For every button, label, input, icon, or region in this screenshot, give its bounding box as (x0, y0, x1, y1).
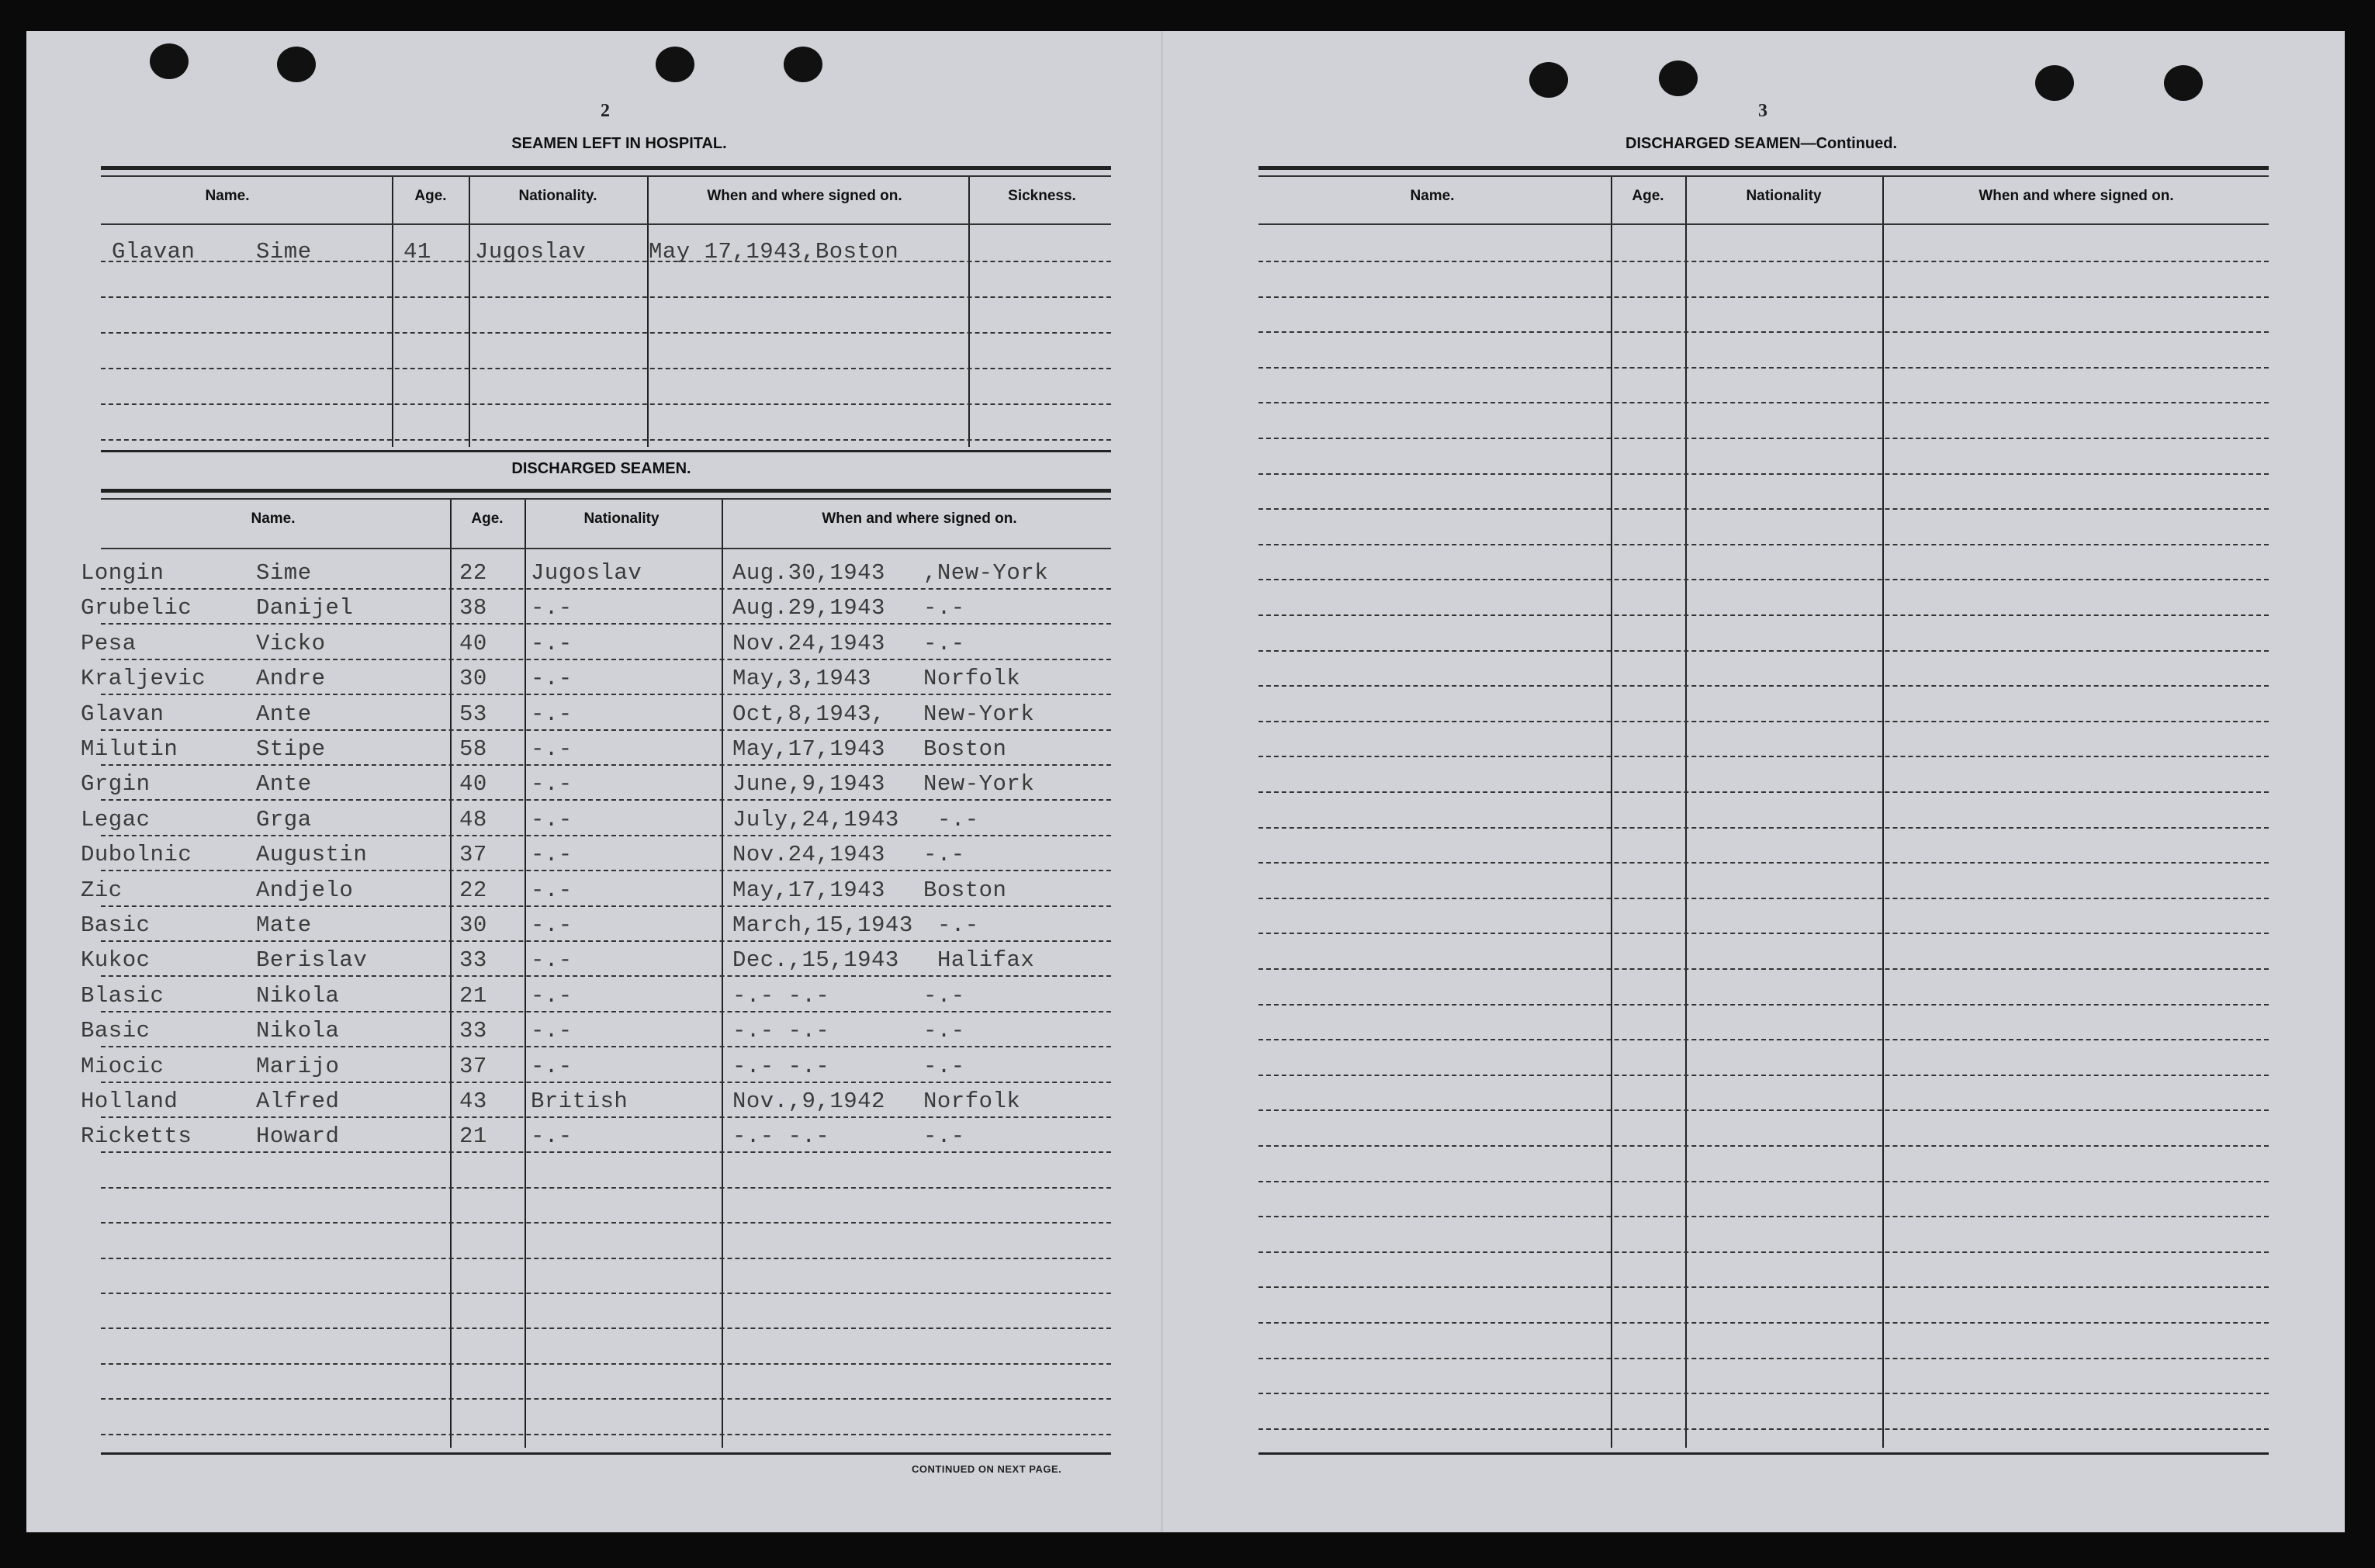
rule (1258, 968, 2269, 970)
column-divider (968, 177, 970, 447)
rule (101, 1258, 1111, 1259)
rule (101, 166, 1111, 170)
discharged-row-surname: Zic (81, 877, 123, 903)
continued-section-title: DISCHARGED SEAMEN—Continued. (1625, 135, 1897, 152)
discharged-row-given: Nikola (256, 1018, 340, 1044)
rule (1258, 898, 2269, 899)
rule (101, 261, 1111, 262)
discharged-row-nationality: -.- (531, 666, 573, 692)
rule (1258, 1286, 2269, 1288)
discharged-row-given: Berislav (256, 947, 368, 974)
rule (1258, 1039, 2269, 1040)
rule (1258, 261, 2269, 262)
discharged-row-place: Norfolk (923, 1089, 1021, 1114)
discharged-row-surname: Pesa (81, 630, 137, 656)
discharged-row-nationality: -.- (531, 842, 573, 868)
page-fold (1161, 31, 1163, 1532)
paper-sheet (26, 31, 2345, 1532)
discharged-row-date: Oct,8,1943, (732, 701, 885, 727)
rule (1258, 367, 2269, 369)
punch-hole (784, 47, 822, 82)
discharged-row-place: -.- (923, 630, 965, 656)
rule (101, 1452, 1111, 1455)
discharged-row-age: 53 (459, 701, 487, 727)
discharged-row-given: Ante (256, 771, 312, 798)
discharged-row-given: Ante (256, 701, 312, 727)
discharged-row-age: 40 (459, 630, 487, 656)
rule (101, 439, 1111, 441)
discharged-row-given: Andjelo (256, 877, 354, 903)
rule (101, 1151, 1111, 1153)
rule (101, 450, 1111, 452)
discharged-row-nationality: -.- (531, 912, 573, 938)
discharged-row-nationality: -.- (531, 947, 573, 974)
column-divider (469, 177, 470, 447)
discharged-row-surname: Legac (81, 806, 151, 832)
rule (101, 332, 1111, 334)
rule (1258, 223, 2269, 225)
rule (101, 1082, 1111, 1083)
discharged-row-age: 30 (459, 912, 487, 938)
rule (1258, 827, 2269, 829)
discharged-row-place: Halifax (937, 947, 1035, 974)
hospital-header-age: Age. (414, 188, 447, 204)
discharged-row-surname: Kukoc (81, 947, 151, 974)
rule (101, 729, 1111, 731)
rule (101, 905, 1111, 907)
rule (1258, 1251, 2269, 1253)
discharged-row-date: -.- -.- (732, 1053, 830, 1079)
rule (1258, 579, 2269, 580)
discharged-row-given: Nikola (256, 982, 340, 1009)
discharged-row-age: 58 (459, 736, 487, 762)
hospital-header-sickness: Sickness. (1008, 188, 1076, 204)
discharged-row-nationality: -.- (531, 877, 573, 903)
rule (101, 1327, 1111, 1329)
discharged-row-age: 43 (459, 1089, 487, 1114)
rule (101, 975, 1111, 977)
discharged-header-age: Age. (471, 511, 504, 527)
discharged-row-date: May,17,1943 (732, 736, 885, 762)
rule (101, 175, 1111, 177)
discharged-row-age: 38 (459, 595, 487, 621)
column-divider (722, 500, 723, 1448)
rule (1258, 756, 2269, 757)
continued-header-nationality: Nationality (1746, 188, 1822, 204)
discharged-row-date: Nov.,9,1942 (732, 1089, 885, 1114)
continued-header-signed-on: When and where signed on. (1979, 188, 2174, 204)
rule (1258, 438, 2269, 439)
discharged-row-place: -.- (923, 1053, 965, 1079)
rule (101, 659, 1111, 660)
rule (101, 835, 1111, 836)
rule (101, 623, 1111, 625)
rule (1258, 933, 2269, 934)
discharged-row-place: ,New-York (923, 560, 1049, 586)
discharged-row-surname: Longin (81, 560, 164, 586)
discharged-row-nationality: -.- (531, 1123, 573, 1150)
rule (101, 1363, 1111, 1365)
punch-hole (2164, 65, 2203, 101)
discharged-row-date: -.- -.- (732, 982, 830, 1009)
rule (101, 498, 1111, 500)
discharged-row-surname: Grubelic (81, 595, 192, 621)
hospital-row-nationality: Jugoslav (475, 239, 587, 265)
rule (1258, 175, 2269, 177)
hospital-section-title: SEAMEN LEFT IN HOSPITAL. (511, 135, 727, 152)
discharged-row-nationality: British (531, 1089, 628, 1114)
discharged-row-given: Vicko (256, 630, 326, 656)
discharged-row-nationality: -.- (531, 806, 573, 832)
discharged-row-place: Norfolk (923, 666, 1021, 692)
discharged-row-age: 21 (459, 1123, 487, 1150)
discharged-row-given: Sime (256, 560, 312, 586)
discharged-row-given: Augustin (256, 842, 368, 868)
rule (101, 296, 1111, 298)
hospital-row-given: Sime (256, 239, 312, 265)
discharged-row-place: New-York (923, 701, 1035, 727)
discharged-row-place: Boston (923, 877, 1007, 903)
rule (1258, 402, 2269, 403)
discharged-row-given: Stipe (256, 736, 326, 762)
punch-hole (656, 47, 694, 82)
column-divider (450, 500, 452, 1448)
discharged-header-nationality: Nationality (583, 511, 660, 527)
rule (101, 223, 1111, 225)
discharged-row-age: 33 (459, 947, 487, 974)
rule (101, 940, 1111, 942)
discharged-row-nationality: -.- (531, 1018, 573, 1044)
rule (101, 403, 1111, 405)
rule (101, 368, 1111, 369)
discharged-row-nationality: -.- (531, 630, 573, 656)
discharged-row-given: Howard (256, 1123, 340, 1150)
rule (1258, 331, 2269, 333)
discharged-row-given: Alfred (256, 1089, 340, 1114)
discharged-row-surname: Miocic (81, 1053, 164, 1079)
discharged-row-given: Mate (256, 912, 312, 938)
rule (101, 1222, 1111, 1224)
discharged-row-nationality: -.- (531, 771, 573, 798)
column-divider (392, 177, 393, 447)
discharged-row-place: -.- (923, 1123, 965, 1150)
discharged-row-given: Danijel (256, 595, 354, 621)
discharged-row-surname: Glavan (81, 701, 164, 727)
rule (1258, 1075, 2269, 1076)
discharged-row-place: Boston (923, 736, 1007, 762)
discharged-row-age: 22 (459, 560, 487, 586)
punch-hole (277, 47, 316, 82)
rule (101, 694, 1111, 695)
punch-hole (1529, 62, 1568, 98)
discharged-row-surname: Ricketts (81, 1123, 192, 1150)
rule (1258, 862, 2269, 864)
hospital-header-signed-on: When and where signed on. (707, 188, 902, 204)
rule (101, 1011, 1111, 1012)
rule (1258, 1004, 2269, 1006)
discharged-row-date: -.- -.- (732, 1018, 830, 1044)
rule (1258, 508, 2269, 510)
discharged-row-date: May,3,1943 (732, 666, 872, 692)
hospital-row-age: 41 (403, 239, 431, 265)
discharged-row-age: 30 (459, 666, 487, 692)
discharged-row-place: -.- (923, 982, 965, 1009)
page-number-right: 3 (1758, 101, 1767, 121)
hospital-row-surname: Glavan (112, 239, 196, 265)
continued-footer: CONTINUED ON NEXT PAGE. (912, 1463, 1062, 1475)
discharged-row-place: -.- (923, 1018, 965, 1044)
discharged-row-surname: Basic (81, 912, 151, 938)
discharged-row-given: Grga (256, 806, 312, 832)
rule (1258, 473, 2269, 475)
discharged-row-date: March,15,1943 (732, 912, 913, 938)
discharged-row-date: Nov.24,1943 (732, 630, 885, 656)
discharged-row-given: Marijo (256, 1053, 340, 1079)
discharged-row-place: -.- (937, 806, 979, 832)
discharged-row-surname: Dubolnic (81, 842, 192, 868)
discharged-row-age: 21 (459, 982, 487, 1009)
discharged-row-surname: Holland (81, 1089, 178, 1114)
discharged-row-surname: Milutin (81, 736, 178, 762)
discharged-header-signed-on: When and where signed on. (822, 511, 1017, 527)
rule (1258, 1322, 2269, 1324)
rule (101, 1187, 1111, 1189)
discharged-row-date: Dec.,15,1943 (732, 947, 899, 974)
continued-header-age: Age. (1632, 188, 1664, 204)
rule (101, 489, 1111, 493)
discharged-row-age: 22 (459, 877, 487, 903)
hospital-row-signed-on: May 17,1943,Boston (649, 239, 899, 265)
rule (1258, 685, 2269, 687)
discharged-row-nationality: -.- (531, 701, 573, 727)
rule (101, 1434, 1111, 1435)
discharged-row-surname: Basic (81, 1018, 151, 1044)
rule (1258, 1109, 2269, 1111)
rule (101, 548, 1111, 549)
rule (1258, 1358, 2269, 1359)
discharged-row-nationality: -.- (531, 736, 573, 762)
discharged-row-date: July,24,1943 (732, 806, 899, 832)
discharged-row-age: 37 (459, 842, 487, 868)
rule (1258, 166, 2269, 170)
discharged-row-age: 48 (459, 806, 487, 832)
discharged-row-age: 40 (459, 771, 487, 798)
discharged-row-date: Aug.29,1943 (732, 595, 885, 621)
rule (1258, 721, 2269, 722)
discharged-section-title: DISCHARGED SEAMEN. (511, 460, 691, 477)
discharged-row-place: -.- (923, 842, 965, 868)
rule (1258, 1145, 2269, 1147)
rule (101, 1398, 1111, 1400)
discharged-row-place: -.- (937, 912, 979, 938)
hospital-header-nationality: Nationality. (518, 188, 597, 204)
column-divider (525, 500, 526, 1448)
discharged-row-date: Nov.24,1943 (732, 842, 885, 868)
discharged-row-given: Andre (256, 666, 326, 692)
rule (101, 1046, 1111, 1047)
rule (1258, 1452, 2269, 1455)
discharged-row-nationality: -.- (531, 982, 573, 1009)
column-divider (647, 177, 649, 447)
punch-hole (2035, 65, 2074, 101)
discharged-row-date: Aug.30,1943 (732, 560, 885, 586)
rule (101, 764, 1111, 766)
discharged-row-date: May,17,1943 (732, 877, 885, 903)
discharged-header-name: Name. (251, 511, 296, 527)
rule (1258, 614, 2269, 616)
punch-hole (1659, 61, 1698, 96)
discharged-row-age: 33 (459, 1018, 487, 1044)
discharged-row-nationality: Jugoslav (531, 560, 642, 586)
punch-hole (150, 43, 189, 79)
discharged-row-place: New-York (923, 771, 1035, 798)
rule (101, 799, 1111, 801)
discharged-row-date: June,9,1943 (732, 771, 885, 798)
rule (1258, 1216, 2269, 1217)
hospital-header-name: Name. (205, 188, 250, 204)
discharged-row-age: 37 (459, 1053, 487, 1079)
rule (101, 1293, 1111, 1294)
rule (101, 1116, 1111, 1118)
rule (101, 588, 1111, 590)
rule (1258, 1428, 2269, 1430)
discharged-row-surname: Grgin (81, 771, 151, 798)
rule (1258, 1393, 2269, 1394)
rule (1258, 544, 2269, 545)
discharged-row-surname: Blasic (81, 982, 164, 1009)
discharged-row-nationality: -.- (531, 1053, 573, 1079)
discharged-row-place: -.- (923, 595, 965, 621)
continued-header-name: Name. (1410, 188, 1455, 204)
rule (1258, 791, 2269, 793)
rule (1258, 650, 2269, 652)
discharged-row-nationality: -.- (531, 595, 573, 621)
rule (101, 870, 1111, 871)
page-number-left: 2 (601, 101, 610, 121)
discharged-row-surname: Kraljevic (81, 666, 206, 692)
discharged-row-date: -.- -.- (732, 1123, 830, 1150)
rule (1258, 296, 2269, 298)
rule (1258, 1181, 2269, 1182)
